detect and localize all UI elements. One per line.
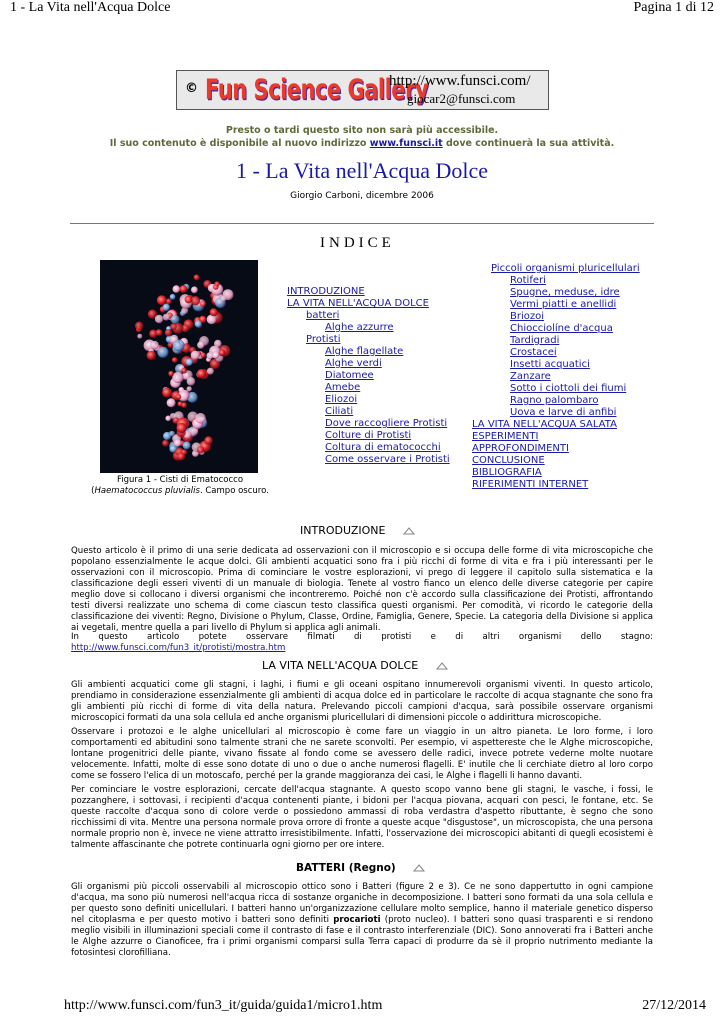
cyst-cell [195,320,202,327]
toc-entry [472,359,640,371]
toc-link[interactable]: Colture di Protisti [325,430,412,441]
cyst-cell [210,308,218,316]
intro-heading-row [300,524,415,537]
new-site-link[interactable]: www.funsci.it [369,138,443,149]
toc-link[interactable]: ESPERIMENTI [472,431,539,442]
intro-paragraph-2: In questo articolo potete osservare filmati di protisti e di altri organismi dello stagno: http://www.funsci.com/fun3_it/protisti/mostra.htm [71,632,653,653]
cyst-cell [174,439,181,446]
intro-paragraph-1: Questo articolo è il primo di una serie dedicata ad osservazioni con il microscopio e si occupa delle forme di vita microscopiche che popolano essenzialmente le acque dolci. Gli ambienti acquatici sono fra i più ricchi di forme di vita e fra i più interessanti per le osservazioni con il microscopio. Prima di cominciare le vostre esplorazioni, vi prego di leggere il capitolo sulla sistematica e la classificazione degli esseri viventi di un manuale di biologia. Tenete al vostro fianco un elenco delle diverse categorie per capire meglio dove si collocano i diversi organismi che incontreremo. Poiché non c'è accordo sulla classificazione dei Protisti, affrontando testi diversi realizzate uno schema di come ciascun testo classifica questi organismi. Per comodità, vi ricordo le categorie della classificazione dei viventi: Regno, Divisione o Phylum, Classe, Ordine, Famiglia, Genere, Specie. La categoria della Divisione si applica ai vegetali, mentre quella a pari livello di Phylum si applica agli animali. [71,546,653,633]
cyst-cell [187,377,196,386]
vita-paragraph-2: Osservare i protozoi e le alghe unicellulari al microscopio è come fare un viaggio in un altro pianeta. Le loro forme, i loro comportamenti ed abitudini sono talmente strani che ne sarete sconvolti. Per esempio, vi aspettereste che le Alghe microscopiche, lontane progenitrici delle piante, vivano fissate al fondo come se avessero delle radici, invece potrete vederne molte nuotare velocemente. Infatti, molte di esse sono dotate di uno o due o anche numerosi flagelli. E' inutile che li cerchiate dietro al loro corpo come se fossero l'elica di un motoscafo, perché per la grande maggioranza dei casi, le Alghe i flagelli li hanno davanti. [71,727,653,781]
toc-entry [472,263,640,275]
site-banner[interactable] [176,70,549,110]
toc-entry [287,334,450,346]
cyst-cell [200,300,206,306]
toc-entry [287,454,450,466]
toc-link[interactable]: INTRODUZIONE [287,286,365,297]
cyst-cell [172,357,178,363]
toc-link[interactable]: Insetti acquatici [510,359,590,370]
toc-link[interactable]: Alghe flagellate [325,346,404,357]
toc-entry [472,467,640,479]
toc-link[interactable]: BIBLIOGRAFIA [472,467,542,478]
toc-entry [287,370,450,382]
toc-entry [472,443,640,455]
toc-entry [472,335,640,347]
back-to-top-icon[interactable] [436,662,448,670]
cyst-cell [207,368,214,375]
toc-link[interactable]: APPROFONDIMENTI [472,443,569,454]
vita-heading: LA VITA NELL'ACQUA DOLCE [262,659,419,672]
figure-image [100,260,258,473]
cyst-cell [135,322,143,330]
toc-link[interactable]: Vermi piatti e anellidi [510,299,617,310]
back-to-top-icon[interactable] [403,527,415,535]
cyst-cell [166,298,172,304]
toc-entry [472,407,640,419]
toc-entry [287,382,450,394]
cyst-cell [181,402,187,408]
toc-link[interactable]: Sotto i ciottoli dei fiumi [510,383,627,394]
toc-entry [287,394,450,406]
toc-entry [472,287,640,299]
toc-link[interactable]: Rotiferi [510,275,546,286]
toc-entry [472,299,640,311]
toc-entry [472,311,640,323]
cyst-cell [176,423,186,433]
index-heading: INDICE [320,235,395,251]
cyst-cell [168,371,174,377]
cyst-cell [157,347,168,358]
cyst-cell [213,284,219,290]
cyst-cell [147,351,156,360]
toc-link[interactable]: RIFERIMENTI INTERNET [472,479,589,490]
print-header-title: 1 - La Vita nell'Acqua Dolce [10,0,171,15]
toc-link[interactable]: Coltura di ematococchi [325,442,441,453]
cyst-cell [170,294,176,300]
cyst-cell [165,416,171,422]
vita-heading-row [262,659,448,672]
site-notice [60,124,664,150]
toc-entry [472,323,640,335]
toc-link[interactable]: Uova e larve di anfibi [510,407,617,418]
figure-caption [80,475,280,497]
back-to-top-icon[interactable] [413,864,425,872]
toc-link[interactable]: CONCLUSIONE [472,455,545,466]
cyst-cell [155,315,164,324]
batteri-heading: BATTERI (Regno) [296,862,396,874]
cyst-cell [169,431,175,437]
toc-link[interactable]: Tardigradi [510,335,560,346]
toc-entry [472,347,640,359]
toc-link[interactable]: Protisti [306,334,341,345]
page-title: 1 - La Vita nell'Acqua Dolce [235,158,489,183]
caption-line-1: Figura 1 - Cisti di Ematococco [116,475,244,485]
cyst-cell [172,372,183,383]
toc-entry [472,431,640,443]
toc-entry [472,455,640,467]
toc-entry [287,358,450,370]
procarioti-term: procarioti [333,915,381,925]
cyst-cell [173,340,185,352]
banner-email: giocar2@funsci.com [407,91,516,106]
toc-link[interactable]: Crostacei [510,347,557,358]
vita-paragraph-3: Per cominciare le vostre esplorazioni, cercate dell'acqua stagnante. A questo scopo vanno bene gli stagni, le vasche, i fossi, le pozzanghere, i sottovasi, i recipienti d'acqua contenenti piante, i bidoni per l'acqua piovana, acquari con pesci, le fontane, etc. Se queste raccolte d'acqua sono di colore verde o possiedono ammassi di roba verdastra d'aspetto ributtante, è segno che sono ricchissimi di vita. Mentre una persona normale prova orrore di fronte a queste acque "disgustose", un microscopista, che una persona normale proprio non è, invece ne viene attratto irresistibilmente. Infatti, l'osservazione dei microscopici abitanti di quegli ecosistemi è talmente affascinante che potrete continuarla ogni giorno per ore intere. [71,785,653,850]
cyst-cell [167,398,176,407]
caption-species: Haematococcus pluvialis [94,486,200,496]
cyst-cell [171,315,180,324]
toc-link[interactable]: Amebe [325,382,361,393]
toc-entry [287,418,450,430]
toc-link[interactable]: Spugne, meduse, idre [510,287,620,298]
cyst-cell [195,413,206,424]
toc-link[interactable]: Eliozoi [325,394,358,405]
cyst-cell [173,285,181,293]
copyright-symbol: © [185,81,198,96]
toc-entry [287,322,450,334]
protisti-video-link[interactable]: http://www.funsci.com/fun3_it/protisti/mostra.htm [71,643,286,653]
cyst-cell [191,351,200,360]
toc-entry [472,383,640,395]
toc-link[interactable]: LA VITA NELL'ACQUA DOLCE [287,298,429,309]
notice-line-1: Presto o tardi questo sito non sarà più accessibile. [225,125,499,136]
toc-link[interactable]: batteri [306,310,340,321]
intro-heading: INTRODUZIONE [300,524,386,537]
cyst-cell [157,295,167,305]
cyst-cell [186,359,193,366]
toc-link[interactable]: Come osservare i Protisti [325,454,450,465]
toc-link[interactable]: Dove raccogliere Protisti [325,418,448,429]
batteri-heading-row [296,862,425,874]
cyst-cell [165,329,172,336]
caption-line-2: (Haematococcus pluvialis. Campo oscuro. [91,486,269,496]
print-header-page: Pagina 1 di 12 [633,0,714,15]
toc-entry [287,406,450,418]
cyst-cell [168,342,174,348]
toc-link[interactable]: Ragno palombaro [510,395,599,406]
cyst-cell [162,388,172,398]
cyst-cell [137,334,142,339]
cyst-cell [197,369,206,378]
toc-link[interactable]: Ciliati [325,406,354,417]
print-header [10,0,714,20]
toc-link[interactable]: Alghe azzurre [325,322,394,333]
cyst-cell [175,394,181,400]
divider [70,223,654,224]
site-logo: Fun Science Gallery [205,74,429,106]
print-footer-url: http://www.funsci.com/fun3_it/guida/guida1/micro1.htm [64,998,383,1013]
haematococcus-micrograph [100,260,258,473]
toc-link[interactable]: Piccoli organismi pluricellulari [491,263,640,274]
toc-link[interactable]: Chiocciolíne d'acqua [510,323,613,334]
toc-entry [287,442,450,454]
cyst-cell [181,368,187,374]
toc-entry [472,395,640,407]
toc-entry [472,419,640,431]
toc-entry [472,275,640,287]
cyst-cell [191,286,198,293]
cyst-cell [177,452,185,460]
toc-entry [472,371,640,383]
print-footer-date: 27/12/2014 [642,998,706,1013]
cyst-cell [163,314,170,321]
cyst-cell [220,296,226,302]
toc-link[interactable]: Alghe verdi [325,358,382,369]
banner-url: http://www.funsci.com/ [389,73,531,89]
cyst-cell [201,352,206,357]
batteri-paragraph-1: Gli organismi più piccoli osservabili al microscopio ottico sono i Batteri (figure 2 e 3). Ce ne sono dappertutto in ogni campione d'acqua, ma sono più numerosi nell'acqua ricca di sostanze organiche in decomposizione. I batteri sono formati da una sola cellula e per questo sono definiti unicellulari. I batteri hanno un'organizzazione cellulare molto semplice, hanno il materiale genetico disperso nel citoplasma e per questo motivo i batteri sono definiti procarioti (proto nucleo). I batteri sono quasi trasparenti e si rendono meglio visibili in illuminazioni speciali come il contrasto di fase e il contrasto interferenziale (DIC). Sono annoverati fra i Batteri anche le Alghe azzurre o Cianoficee, fra i primi organismi comparsi sulla Terra capaci di produrre da sè il proprio nutrimento mediante la fotosintesi clorofilliana. [71,882,653,958]
cyst-cell [212,352,219,359]
toc-left-column [287,286,450,466]
cyst-cell [185,296,193,304]
toc-right-column [472,263,640,491]
toc-entry [287,346,450,358]
vita-paragraph-1: Gli ambienti acquatici come gli stagni, i laghi, i fiumi e gli oceani ospitano innumerevoli organismi viventi. In questo articolo, prendiamo in considerazione essenzialmente gli ambienti di acqua dolce ed in particolare le raccolte di acqua stagnante che sono fra gli ambienti più ricchi di forme di vita della natura. Prelevando piccoli campioni d'acqua, sarà possibile osservare organismi microscopici formati da una sola cellula ed anche organismi pluricellulari di dimensioni piccole o addirittura microscopiche. [71,680,653,723]
cyst-cell [183,441,191,449]
cyst-cell [197,446,204,453]
toc-link[interactable]: Zanzare [510,371,551,382]
cyst-cell [194,274,200,280]
notice-line-2: Il suo contenuto è disponibile al nuovo indirizzo www.funsci.it dove continuerà la sua attività. [109,138,615,149]
toc-entry [472,479,640,491]
toc-entry [287,310,450,322]
author-line: Giorgio Carboni, dicembre 2006 [290,191,434,201]
print-footer [64,998,706,1018]
cyst-cell [162,440,169,447]
cyst-cell [204,436,212,444]
toc-link[interactable]: Briozoi [510,311,545,322]
cyst-cell [156,329,163,336]
toc-entry [287,430,450,442]
cyst-cell [150,341,159,350]
toc-entry [287,298,450,310]
cyst-cell [180,285,188,293]
toc-entry [287,286,450,298]
cyst-cell [197,341,204,348]
toc-link[interactable]: LA VITA NELL'ACQUA SALATA [472,419,617,430]
toc-link[interactable]: Diatomee [325,370,374,381]
